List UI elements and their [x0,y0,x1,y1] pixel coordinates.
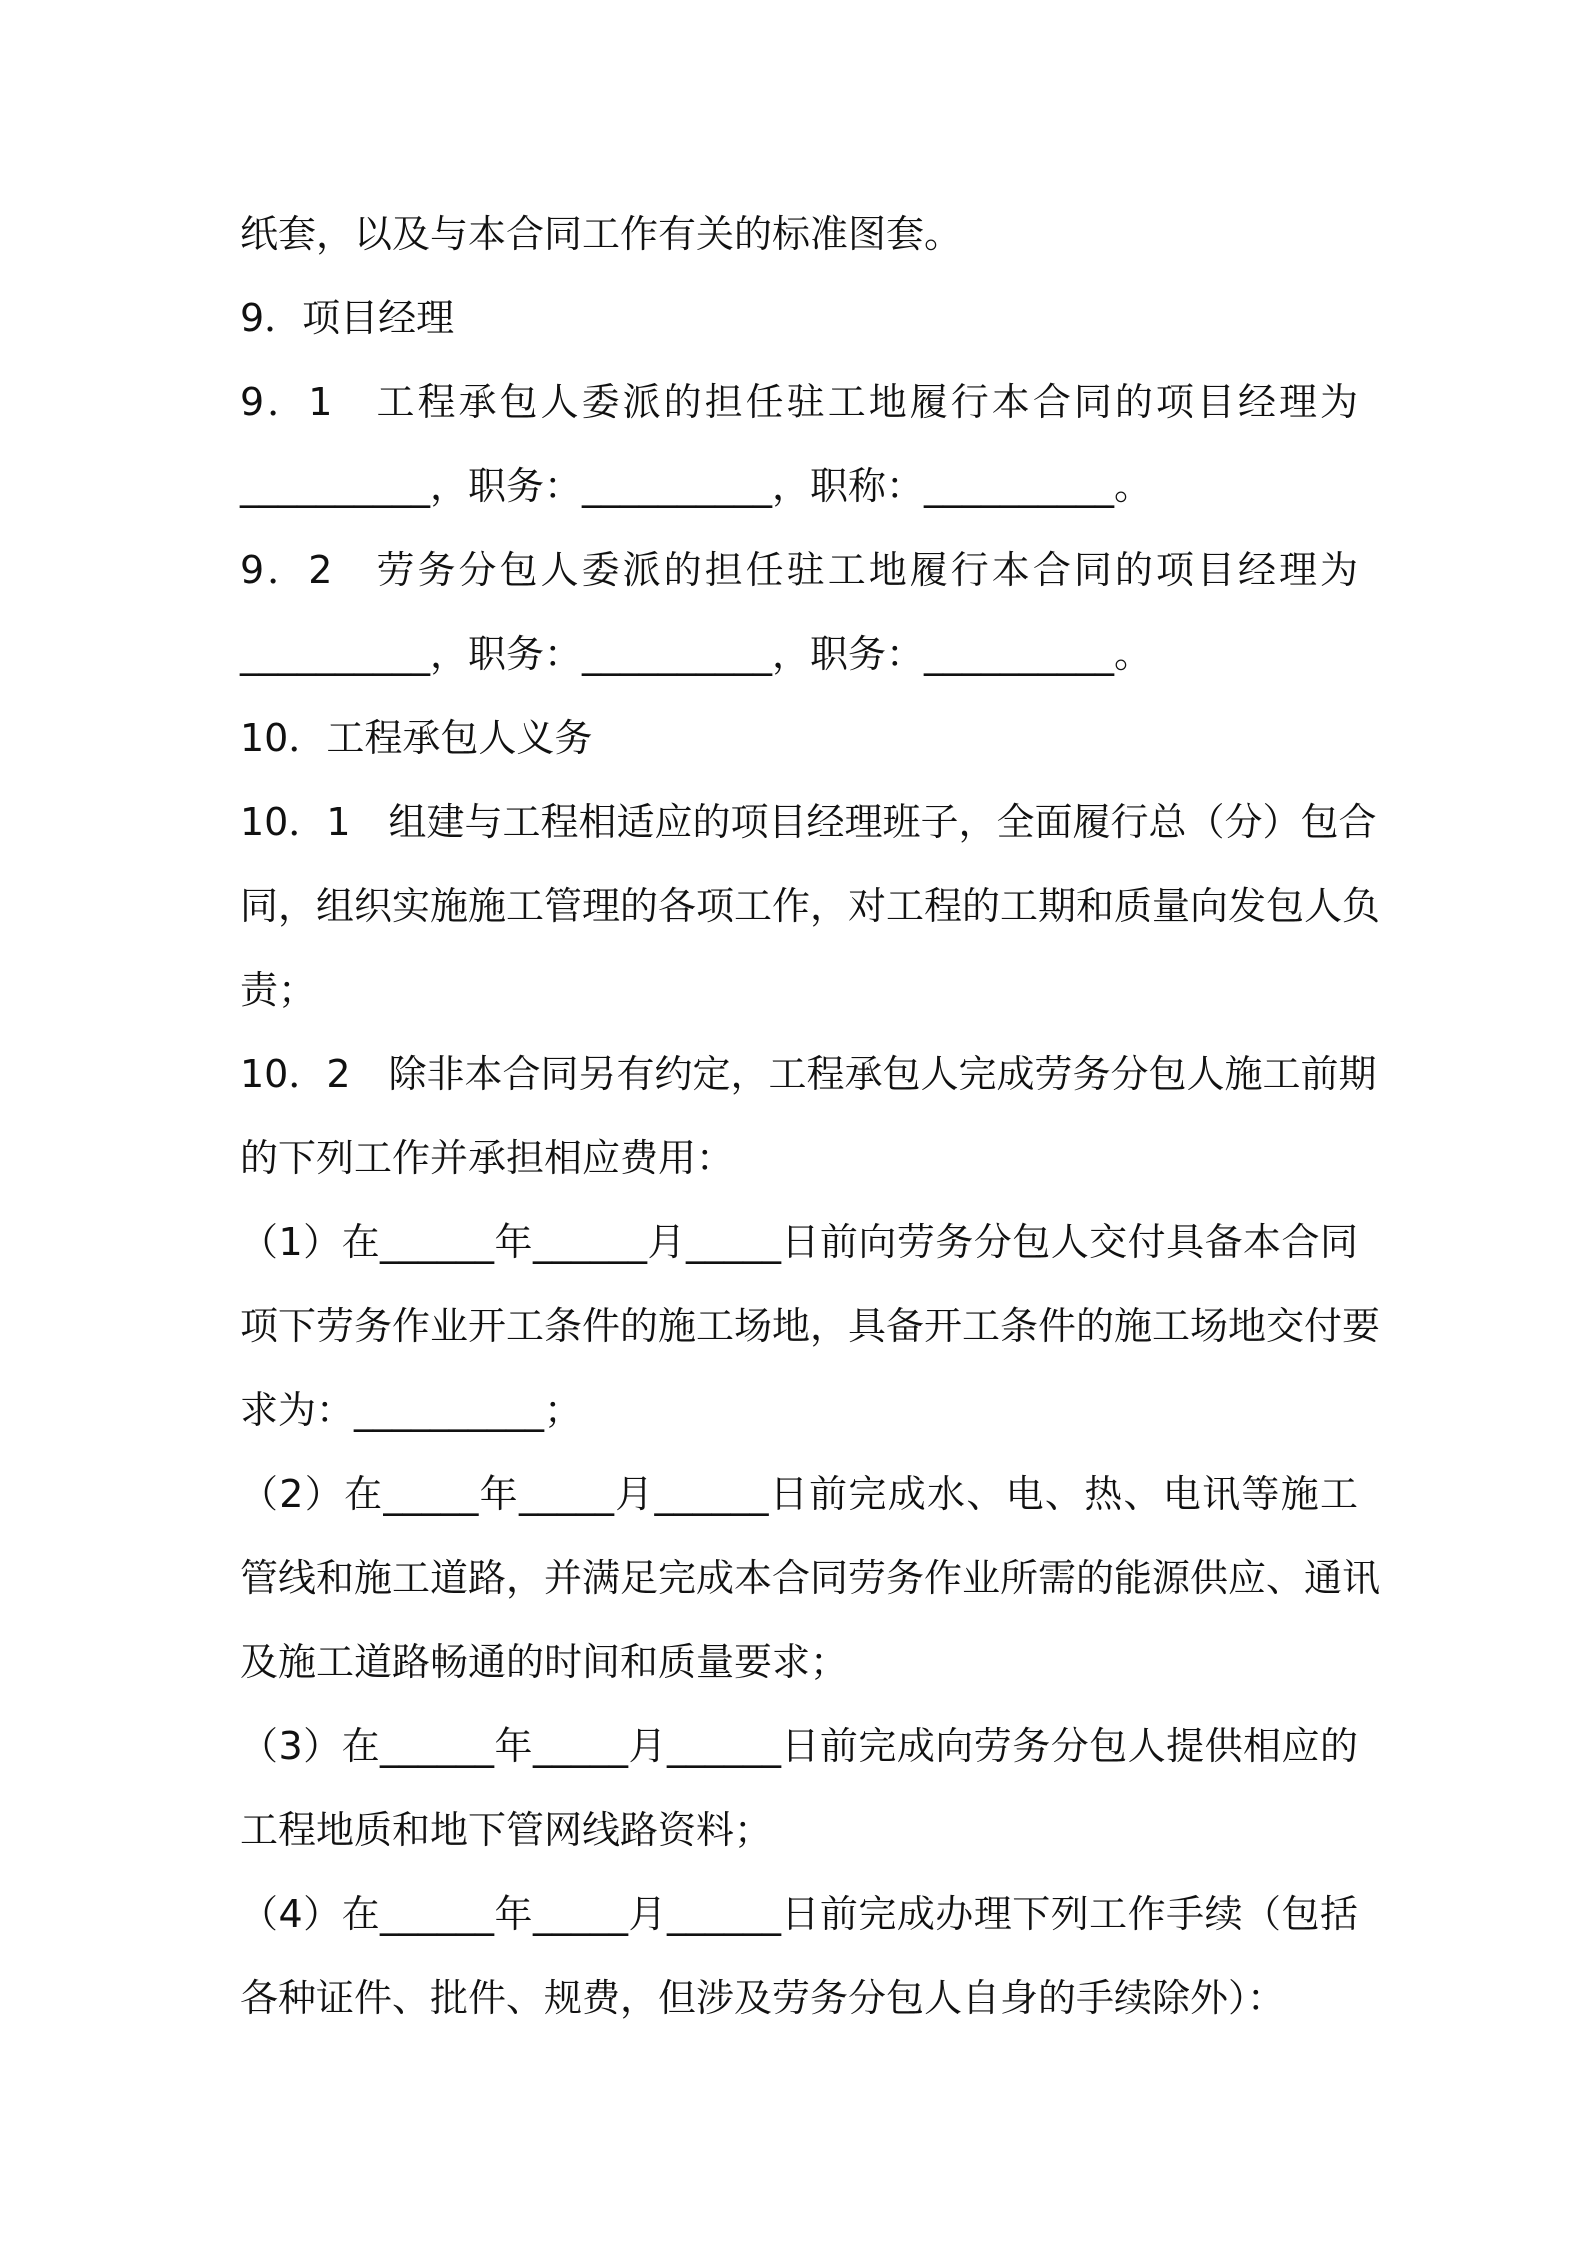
text-line: 同，组织实施施工管理的各项工作，对工程的工期和质量向发包人负 [240,884,1381,928]
text-line: （2）在_____年_____月______日前完成水、电、热、电讯等施工 [240,1472,1358,1516]
text-line: （4）在______年_____月______日前完成办理下列工作手续（包括 [240,1892,1358,1936]
text-line: 10．2 除非本合同另有约定，工程承包人完成劳务分包人施工前期 [240,1052,1377,1096]
text-line: 的下列工作并承担相应费用： [240,1136,735,1180]
text-line: 10．1 组建与工程相适应的项目经理班子，全面履行总（分）包合 [240,800,1377,844]
text-line: 求为：__________； [240,1388,583,1432]
text-line: __________，职务：__________，职称：__________。 [240,464,1153,508]
section-heading: 10．工程承包人义务 [240,716,593,760]
text-line: 管线和施工道路，并满足完成本合同劳务作业所需的能源供应、通讯 [240,1556,1381,1600]
text-line: 责； [240,968,317,1012]
text-line: 各种证件、批件、规费，但涉及劳务分包人自身的手续除外）： [240,1976,1286,2020]
text-line: 9．1 工程承包人委派的担任驻工地履行本合同的项目经理为 [240,380,1358,424]
text-line: __________，职务：__________，职务：__________。 [240,632,1153,676]
text-line: 及施工道路畅通的时间和质量要求； [240,1640,849,1684]
text-line: 纸套，以及与本合同工作有关的标准图套。 [240,212,963,256]
text-line: 项下劳务作业开工条件的施工场地，具备开工条件的施工场地交付要 [240,1304,1381,1348]
section-heading: 9．项目经理 [240,296,455,340]
text-line: 工程地质和地下管网线路资料； [240,1808,773,1852]
text-line: （1）在______年______月_____日前向劳务分包人交付具备本合同 [240,1220,1358,1264]
text-line: 9．2 劳务分包人委派的担任驻工地履行本合同的项目经理为 [240,548,1358,592]
document-body [240,192,1381,2040]
text-line: （3）在______年_____月______日前完成向劳务分包人提供相应的 [240,1724,1358,1768]
